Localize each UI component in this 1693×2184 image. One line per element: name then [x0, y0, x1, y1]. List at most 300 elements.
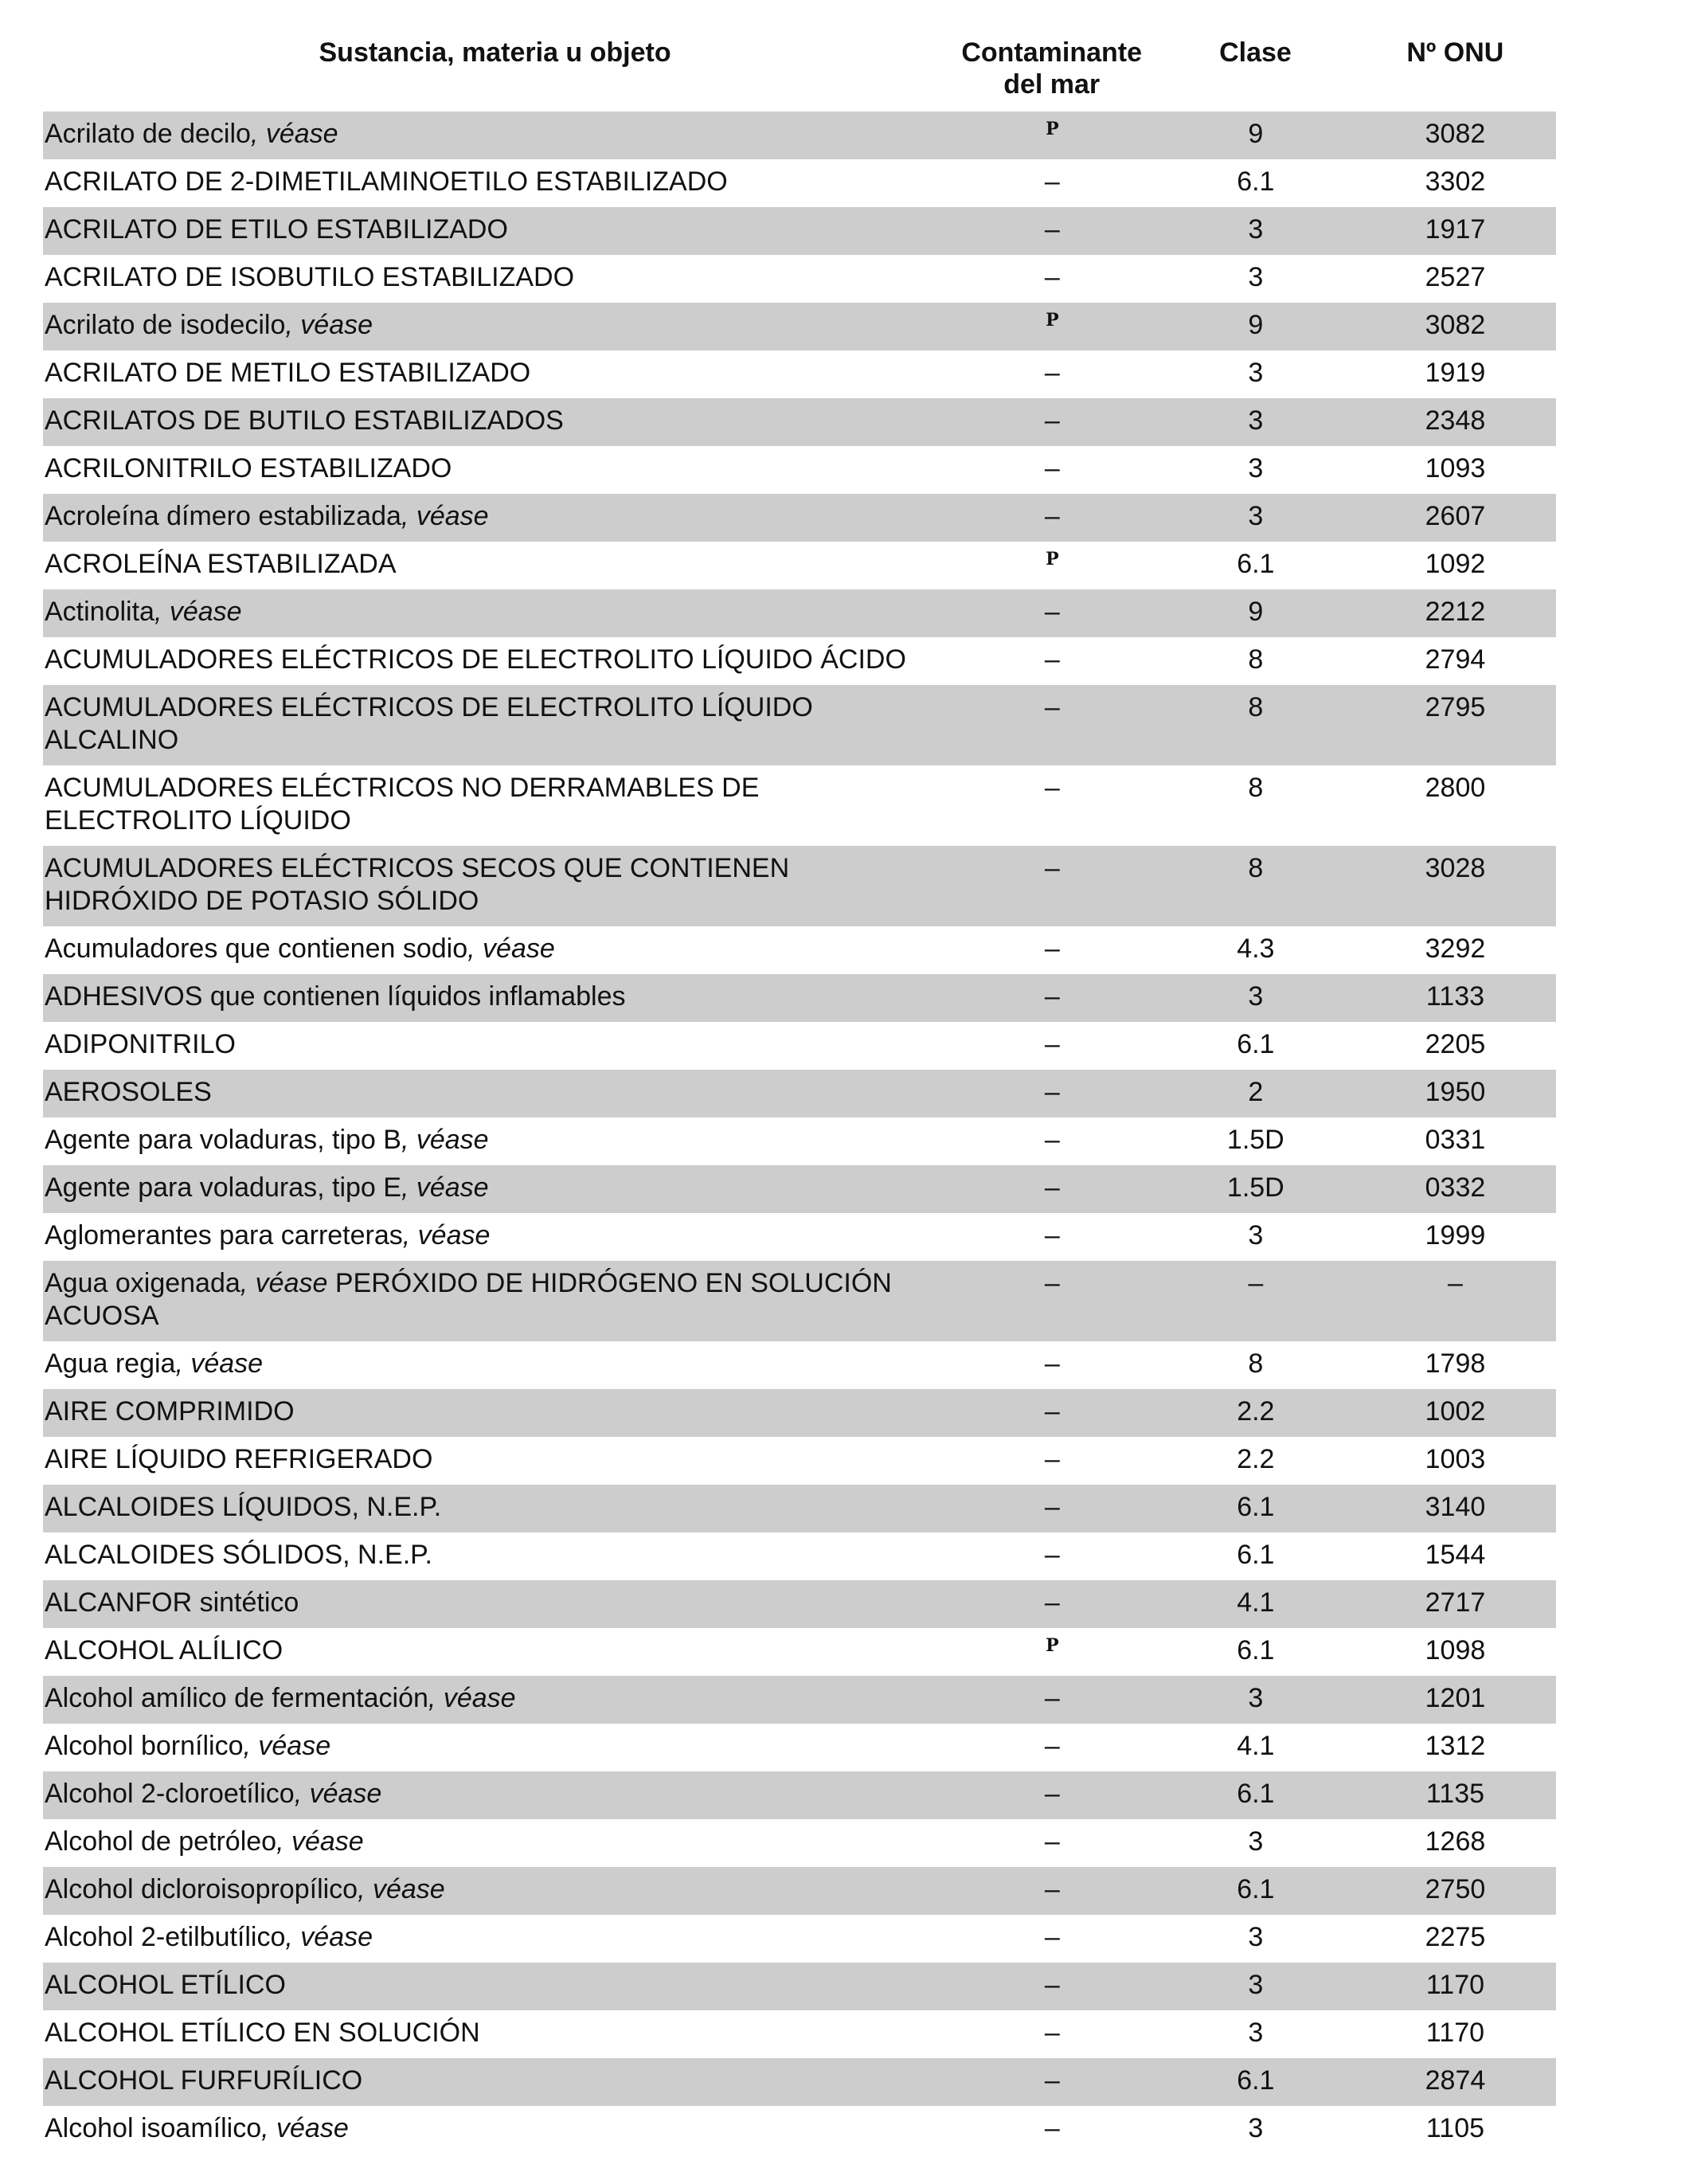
substance-name	[43, 933, 948, 974]
table-row	[43, 1437, 1556, 1485]
substance-name	[43, 2017, 948, 2058]
marine-pollutant-cell	[948, 1124, 1157, 1165]
table-row	[43, 494, 1556, 542]
marine-pollutant-dash: –	[1044, 2065, 1060, 2096]
table-row	[43, 637, 1556, 685]
substance-text: Acrilato de isodecilo	[45, 310, 286, 340]
substance-name	[43, 1587, 948, 1628]
substance-text: ALCOHOL FURFURÍLICO	[45, 2065, 363, 2096]
marine-pollutant-dash: –	[1044, 1874, 1060, 1904]
marine-pollutant-dash: –	[1044, 1125, 1060, 1155]
class-cell: 3	[1248, 358, 1264, 388]
marine-pollutant-cell	[948, 691, 1157, 765]
substance-text: Alcohol dicloroisopropílico	[45, 1874, 358, 1904]
marine-pollutant-dash: –	[1044, 1348, 1060, 1379]
substance-text: Agente para voladuras, tipo B	[45, 1125, 401, 1155]
header-substance: Sustancia, materia u objeto	[319, 37, 671, 68]
class-cell: 6.1	[1237, 1635, 1275, 1665]
table-row	[43, 542, 1556, 589]
class-cell: 6.1	[1237, 1492, 1275, 1522]
un-number-cell: 1999	[1425, 1220, 1486, 1251]
table-row	[43, 1867, 1556, 1915]
table-row	[43, 589, 1556, 637]
marine-pollutant-cell	[948, 852, 1157, 926]
marine-pollutant-cell	[948, 1539, 1157, 1580]
substance-name	[43, 1028, 948, 1070]
marine-pollutant-cell	[948, 261, 1157, 303]
class-cell: 6.1	[1237, 549, 1275, 579]
un-number-cell: 2527	[1425, 262, 1486, 292]
marine-pollutant-mark: P	[1046, 549, 1059, 569]
un-number-cell: 2717	[1425, 1587, 1486, 1618]
substance-text: ACRILATOS DE BUTILO ESTABILIZADOS	[45, 405, 564, 436]
marine-pollutant-cell	[948, 1873, 1157, 1915]
class-cell: 6.1	[1237, 1029, 1275, 1059]
header-un-number: Nº ONU	[1406, 37, 1504, 68]
class-cell: 6.1	[1237, 2065, 1275, 2096]
cross-reference-label: , véase	[154, 597, 242, 627]
class-cell: 3	[1248, 981, 1264, 1012]
substance-name	[43, 1076, 948, 1117]
cross-reference-label: , véase	[294, 1779, 382, 1809]
marine-pollutant-cell	[948, 1587, 1157, 1628]
marine-pollutant-cell	[948, 1634, 1157, 1676]
class-cell: 6.1	[1237, 1874, 1275, 1904]
substance-name	[43, 1539, 948, 1580]
marine-pollutant-mark: P	[1046, 119, 1059, 139]
substance-name	[43, 1826, 948, 1867]
un-number-cell: 1170	[1425, 1970, 1485, 2000]
un-number-cell: 1092	[1425, 549, 1486, 579]
substance-name	[43, 691, 948, 765]
marine-pollutant-mark: P	[1046, 310, 1059, 331]
class-cell: 8	[1248, 1348, 1264, 1379]
substance-name	[43, 980, 948, 1022]
substance-name-line: ELECTROLITO LÍQUIDO	[45, 805, 351, 836]
marine-pollutant-cell	[948, 1267, 1157, 1341]
un-number-cell: 2212	[1425, 597, 1486, 627]
marine-pollutant-dash: –	[1044, 1220, 1060, 1251]
dangerous-goods-table	[43, 32, 1556, 2154]
class-cell: 3	[1248, 1970, 1264, 2000]
marine-pollutant-cell	[948, 2112, 1157, 2154]
marine-pollutant-dash: –	[1044, 166, 1060, 197]
substance-name	[43, 261, 948, 303]
cross-reference-label: , véase	[358, 1874, 445, 1904]
un-number-cell: 1093	[1425, 453, 1486, 483]
table-row	[43, 1341, 1556, 1389]
marine-pollutant-cell	[948, 1219, 1157, 1261]
un-number-cell: 2607	[1425, 501, 1486, 531]
marine-pollutant-dash: –	[1044, 1396, 1060, 1427]
substance-text: Alcohol bornílico	[45, 1731, 244, 1761]
table-row	[43, 398, 1556, 446]
substance-name	[43, 644, 948, 685]
marine-pollutant-dash: –	[1044, 597, 1060, 627]
substance-name	[43, 1124, 948, 1165]
un-number-cell: –	[1448, 1268, 1463, 1298]
marine-pollutant-cell	[948, 1028, 1157, 1070]
class-cell: 3	[1248, 1683, 1264, 1713]
substance-text: Agua regia	[45, 1348, 176, 1379]
substance-text: Alcohol de petróleo	[45, 1826, 277, 1857]
un-number-cell: 3082	[1425, 119, 1486, 149]
marine-pollutant-cell	[948, 452, 1157, 494]
substance-name	[43, 118, 948, 159]
class-cell: 3	[1248, 2113, 1264, 2143]
substance-name	[43, 1969, 948, 2010]
table-row	[43, 685, 1556, 765]
class-cell: 3	[1248, 1922, 1264, 1952]
substance-name	[43, 166, 948, 207]
table-row	[43, 974, 1556, 1022]
substance-text: ACUMULADORES ELÉCTRICOS DE ELECTROLITO LÍQUIDO ÁCIDO	[45, 644, 906, 675]
marine-pollutant-dash: –	[1044, 1587, 1060, 1618]
substance-text: ALCALOIDES LÍQUIDOS, N.E.P.	[45, 1492, 442, 1522]
table-row	[43, 1117, 1556, 1165]
marine-pollutant-dash: –	[1044, 692, 1060, 722]
substance-text: PERÓXIDO DE HIDRÓGENO EN SOLUCIÓN	[327, 1268, 892, 1298]
table-row	[43, 159, 1556, 207]
substance-name	[43, 1395, 948, 1437]
substance-name	[43, 1730, 948, 1771]
substance-text: AEROSOLES	[45, 1077, 212, 1107]
class-cell: 4.1	[1237, 1731, 1275, 1761]
substance-name-line: ACUOSA	[45, 1301, 159, 1331]
class-cell: 3	[1248, 501, 1264, 531]
substance-name	[43, 1921, 948, 1963]
marine-pollutant-cell	[948, 500, 1157, 542]
marine-pollutant-dash: –	[1044, 773, 1060, 803]
header-marine-line2: del mar	[1003, 69, 1101, 100]
cross-reference-label: , véase	[285, 310, 373, 340]
un-number-cell: 1917	[1425, 214, 1486, 245]
class-cell: 8	[1248, 692, 1264, 722]
cross-reference-label: , véase	[285, 1922, 373, 1952]
substance-name	[43, 2112, 948, 2154]
substance-text: ALCOHOL ALÍLICO	[45, 1635, 283, 1665]
table-row	[43, 2058, 1556, 2106]
class-cell: 4.1	[1237, 1587, 1275, 1618]
marine-pollutant-dash: –	[1044, 1779, 1060, 1809]
table-row	[43, 1389, 1556, 1437]
substance-name	[43, 452, 948, 494]
cross-reference-label: , véase	[261, 2113, 349, 2143]
marine-pollutant-dash: –	[1044, 1683, 1060, 1713]
header-class: Clase	[1219, 37, 1292, 68]
marine-pollutant-cell	[948, 1348, 1157, 1389]
table-row	[43, 1580, 1556, 1628]
un-number-cell: 1003	[1425, 1444, 1486, 1474]
class-cell: –	[1248, 1268, 1264, 1298]
class-cell: 1.5D	[1226, 1172, 1284, 1203]
marine-pollutant-cell	[948, 405, 1157, 446]
class-cell: 6.1	[1237, 1540, 1275, 1570]
marine-pollutant-dash: –	[1044, 2018, 1060, 2048]
table-row	[43, 2010, 1556, 2058]
substance-name	[43, 1219, 948, 1261]
cross-reference-label: , véase	[276, 1826, 364, 1857]
table-row	[43, 1213, 1556, 1261]
class-cell: 8	[1248, 853, 1264, 883]
marine-pollutant-cell	[948, 1443, 1157, 1485]
table-row	[43, 112, 1556, 159]
marine-pollutant-dash: –	[1044, 853, 1060, 883]
table-row	[43, 846, 1556, 926]
substance-text: Acumuladores que contienen sodio	[45, 933, 468, 964]
un-number-cell: 1098	[1425, 1635, 1486, 1665]
marine-pollutant-cell	[948, 2065, 1157, 2106]
marine-pollutant-dash: –	[1044, 1731, 1060, 1761]
un-number-cell: 2874	[1425, 2065, 1486, 2096]
un-number-cell: 3082	[1425, 310, 1486, 340]
marine-pollutant-cell	[948, 1778, 1157, 1819]
cross-reference-label: , véase	[401, 501, 489, 531]
un-number-cell: 1135	[1425, 1779, 1485, 1809]
marine-pollutant-cell	[948, 1076, 1157, 1117]
marine-pollutant-cell	[948, 166, 1157, 207]
un-number-cell: 3292	[1425, 933, 1486, 964]
marine-pollutant-cell	[948, 2017, 1157, 2058]
marine-pollutant-dash: –	[1044, 1029, 1060, 1059]
substance-text: ALCOHOL ETÍLICO EN SOLUCIÓN	[45, 2018, 480, 2048]
table-row	[43, 1022, 1556, 1070]
table-row	[43, 1724, 1556, 1771]
un-number-cell: 2205	[1425, 1029, 1486, 1059]
class-cell: 2.2	[1237, 1444, 1275, 1474]
un-number-cell: 0332	[1425, 1172, 1486, 1203]
substance-text: ACRILONITRILO ESTABILIZADO	[45, 453, 452, 483]
un-number-cell: 2800	[1425, 773, 1486, 803]
substance-text: ALCANFOR sintético	[45, 1587, 299, 1618]
substance-text: Alcohol isoamílico	[45, 2113, 262, 2143]
substance-text: ALCOHOL ETÍLICO	[45, 1970, 286, 2000]
un-number-cell: 1919	[1425, 358, 1486, 388]
cross-reference-label: , véase	[402, 1220, 491, 1251]
substance-text: ACRILATO DE ETILO ESTABILIZADO	[45, 214, 508, 245]
un-number-cell: 0331	[1425, 1125, 1486, 1155]
table-row	[43, 207, 1556, 255]
cross-reference-label: , véase	[250, 119, 338, 149]
marine-pollutant-dash: –	[1044, 1826, 1060, 1857]
cross-reference-label: , véase	[428, 1683, 516, 1713]
marine-pollutant-dash: –	[1044, 358, 1060, 388]
substance-text: ACRILATO DE 2-DIMETILAMINOETILO ESTABILIZADO	[45, 166, 728, 197]
substance-text: Alcohol amílico de fermentación	[45, 1683, 428, 1713]
table-row	[43, 1165, 1556, 1213]
marine-pollutant-cell	[948, 644, 1157, 685]
un-number-cell: 2750	[1425, 1874, 1486, 1904]
marine-pollutant-cell	[948, 213, 1157, 255]
class-cell: 6.1	[1237, 166, 1275, 197]
substance-name	[43, 1443, 948, 1485]
class-cell: 4.3	[1237, 933, 1275, 964]
class-cell: 3	[1248, 405, 1264, 436]
table-row	[43, 1676, 1556, 1724]
marine-pollutant-dash: –	[1044, 1077, 1060, 1107]
substance-name	[43, 309, 948, 350]
marine-pollutant-cell	[948, 357, 1157, 398]
marine-pollutant-cell	[948, 548, 1157, 589]
substance-name	[43, 852, 948, 926]
substance-text: ADIPONITRILO	[45, 1029, 236, 1059]
un-number-cell: 1950	[1425, 1077, 1486, 1107]
substance-text: Alcohol 2-etilbutílico	[45, 1922, 286, 1952]
marine-pollutant-cell	[948, 933, 1157, 974]
un-number-cell: 1544	[1425, 1540, 1486, 1570]
class-cell: 3	[1248, 1220, 1264, 1251]
substance-name	[43, 1267, 948, 1341]
substance-text: AIRE COMPRIMIDO	[45, 1396, 295, 1427]
marine-pollutant-dash: –	[1044, 1970, 1060, 2000]
table-header	[43, 32, 1556, 112]
substance-name	[43, 405, 948, 446]
un-number-cell: 2275	[1425, 1922, 1486, 1952]
class-cell: 9	[1248, 310, 1264, 340]
substance-text: ADHESIVOS que contienen líquidos inflamables	[45, 981, 626, 1012]
marine-pollutant-dash: –	[1044, 644, 1060, 675]
substance-text: ACRILATO DE ISOBUTILO ESTABILIZADO	[45, 262, 575, 292]
table-row	[43, 1819, 1556, 1867]
table-row	[43, 1771, 1556, 1819]
marine-pollutant-cell	[948, 596, 1157, 637]
marine-pollutant-dash: –	[1044, 1540, 1060, 1570]
table-row	[43, 1070, 1556, 1117]
marine-pollutant-dash: –	[1044, 2113, 1060, 2143]
substance-name-line: HIDRÓXIDO DE POTASIO SÓLIDO	[45, 886, 479, 916]
marine-pollutant-dash: –	[1044, 214, 1060, 245]
cross-reference-label: , véase	[401, 1172, 489, 1203]
substance-name	[43, 1172, 948, 1213]
class-cell: 2.2	[1237, 1396, 1275, 1427]
substance-name	[43, 1873, 948, 1915]
table-row	[43, 1485, 1556, 1532]
marine-pollutant-dash: –	[1044, 453, 1060, 483]
table-row	[43, 350, 1556, 398]
cross-reference-label: , véase	[401, 1125, 489, 1155]
substance-name	[43, 548, 948, 589]
un-number-cell: 1002	[1425, 1396, 1486, 1427]
substance-name-line	[45, 1267, 948, 1300]
substance-name	[43, 772, 948, 846]
header-marine-line1: Contaminante	[961, 37, 1142, 68]
substance-name	[43, 1634, 948, 1676]
class-cell: 3	[1248, 214, 1264, 245]
substance-name	[43, 1682, 948, 1724]
un-number-cell: 3302	[1425, 166, 1486, 197]
marine-pollutant-cell	[948, 1491, 1157, 1532]
class-cell: 9	[1248, 119, 1264, 149]
substance-text: Aglomerantes para carreteras	[45, 1220, 403, 1251]
substance-name	[43, 2065, 948, 2106]
substance-name	[43, 1778, 948, 1819]
un-number-cell: 3140	[1425, 1492, 1486, 1522]
cross-reference-label: , véase	[175, 1348, 264, 1379]
table-body	[43, 112, 1556, 2154]
class-cell: 8	[1248, 773, 1264, 803]
class-cell: 3	[1248, 1826, 1264, 1857]
class-cell: 3	[1248, 453, 1264, 483]
class-cell: 2	[1248, 1077, 1264, 1107]
marine-pollutant-dash: –	[1044, 1172, 1060, 1203]
table-row	[43, 926, 1556, 974]
table-row	[43, 255, 1556, 303]
table-row	[43, 1915, 1556, 1963]
table-row	[43, 765, 1556, 846]
table-row	[43, 1532, 1556, 1580]
un-number-cell: 3028	[1425, 853, 1486, 883]
substance-text: AIRE LÍQUIDO REFRIGERADO	[45, 1444, 433, 1474]
table-row	[43, 1261, 1556, 1341]
un-number-cell: 1133	[1425, 981, 1485, 1012]
marine-pollutant-dash: –	[1044, 1922, 1060, 1952]
table-row	[43, 1628, 1556, 1676]
marine-pollutant-dash: –	[1044, 933, 1060, 964]
marine-pollutant-cell	[948, 1172, 1157, 1213]
substance-name	[43, 1348, 948, 1389]
class-cell: 3	[1248, 262, 1264, 292]
substance-name	[43, 1491, 948, 1532]
substance-text: ACROLEÍNA ESTABILIZADA	[45, 549, 397, 579]
substance-text: Acrilato de decilo	[45, 119, 251, 149]
substance-name-line: ACUMULADORES ELÉCTRICOS SECOS QUE CONTIENEN	[45, 853, 790, 883]
marine-pollutant-dash: –	[1044, 1492, 1060, 1522]
un-number-cell: 2795	[1425, 692, 1486, 722]
un-number-cell: 1268	[1425, 1826, 1486, 1857]
substance-text: Acroleína dímero estabilizada	[45, 501, 401, 531]
un-number-cell: 2794	[1425, 644, 1486, 675]
substance-text: Agente para voladuras, tipo E	[45, 1172, 401, 1203]
marine-pollutant-dash: –	[1044, 262, 1060, 292]
marine-pollutant-cell	[948, 1969, 1157, 2010]
class-cell: 8	[1248, 644, 1264, 675]
substance-name-line: ACUMULADORES ELÉCTRICOS NO DERRAMABLES DE	[45, 773, 760, 803]
marine-pollutant-dash: –	[1044, 1444, 1060, 1474]
marine-pollutant-cell	[948, 1682, 1157, 1724]
marine-pollutant-dash: –	[1044, 981, 1060, 1012]
class-cell: 1.5D	[1226, 1125, 1284, 1155]
substance-name	[43, 596, 948, 637]
table-row	[43, 1963, 1556, 2010]
table-row	[43, 446, 1556, 494]
substance-text: ACRILATO DE METILO ESTABILIZADO	[45, 358, 531, 388]
substance-text: ALCALOIDES SÓLIDOS, N.E.P.	[45, 1540, 432, 1570]
un-number-cell: 1798	[1425, 1348, 1486, 1379]
marine-pollutant-dash: –	[1044, 501, 1060, 531]
header-marine-pollutant	[947, 32, 1156, 112]
substance-text: Alcohol 2-cloroetílico	[45, 1779, 295, 1809]
un-number-cell: 2348	[1425, 405, 1486, 436]
marine-pollutant-cell	[948, 1395, 1157, 1437]
marine-pollutant-cell	[948, 1730, 1157, 1771]
substance-name-line: ALCALINO	[45, 725, 179, 755]
substance-text: Actinolita	[45, 597, 154, 627]
class-cell: 9	[1248, 597, 1264, 627]
substance-name	[43, 213, 948, 255]
class-cell: 3	[1248, 2018, 1264, 2048]
marine-pollutant-cell	[948, 772, 1157, 846]
table-row	[43, 303, 1556, 350]
cross-reference-label: , véase	[240, 1268, 328, 1298]
marine-pollutant-cell	[948, 118, 1157, 159]
substance-text: Agua oxigenada	[45, 1268, 240, 1298]
marine-pollutant-cell	[948, 309, 1157, 350]
cross-reference-label: , véase	[243, 1731, 331, 1761]
substance-name-line: ACUMULADORES ELÉCTRICOS DE ELECTROLITO LÍQUIDO	[45, 692, 813, 722]
substance-name	[43, 357, 948, 398]
cross-reference-label: , véase	[467, 933, 555, 964]
marine-pollutant-dash: –	[1044, 1268, 1060, 1298]
